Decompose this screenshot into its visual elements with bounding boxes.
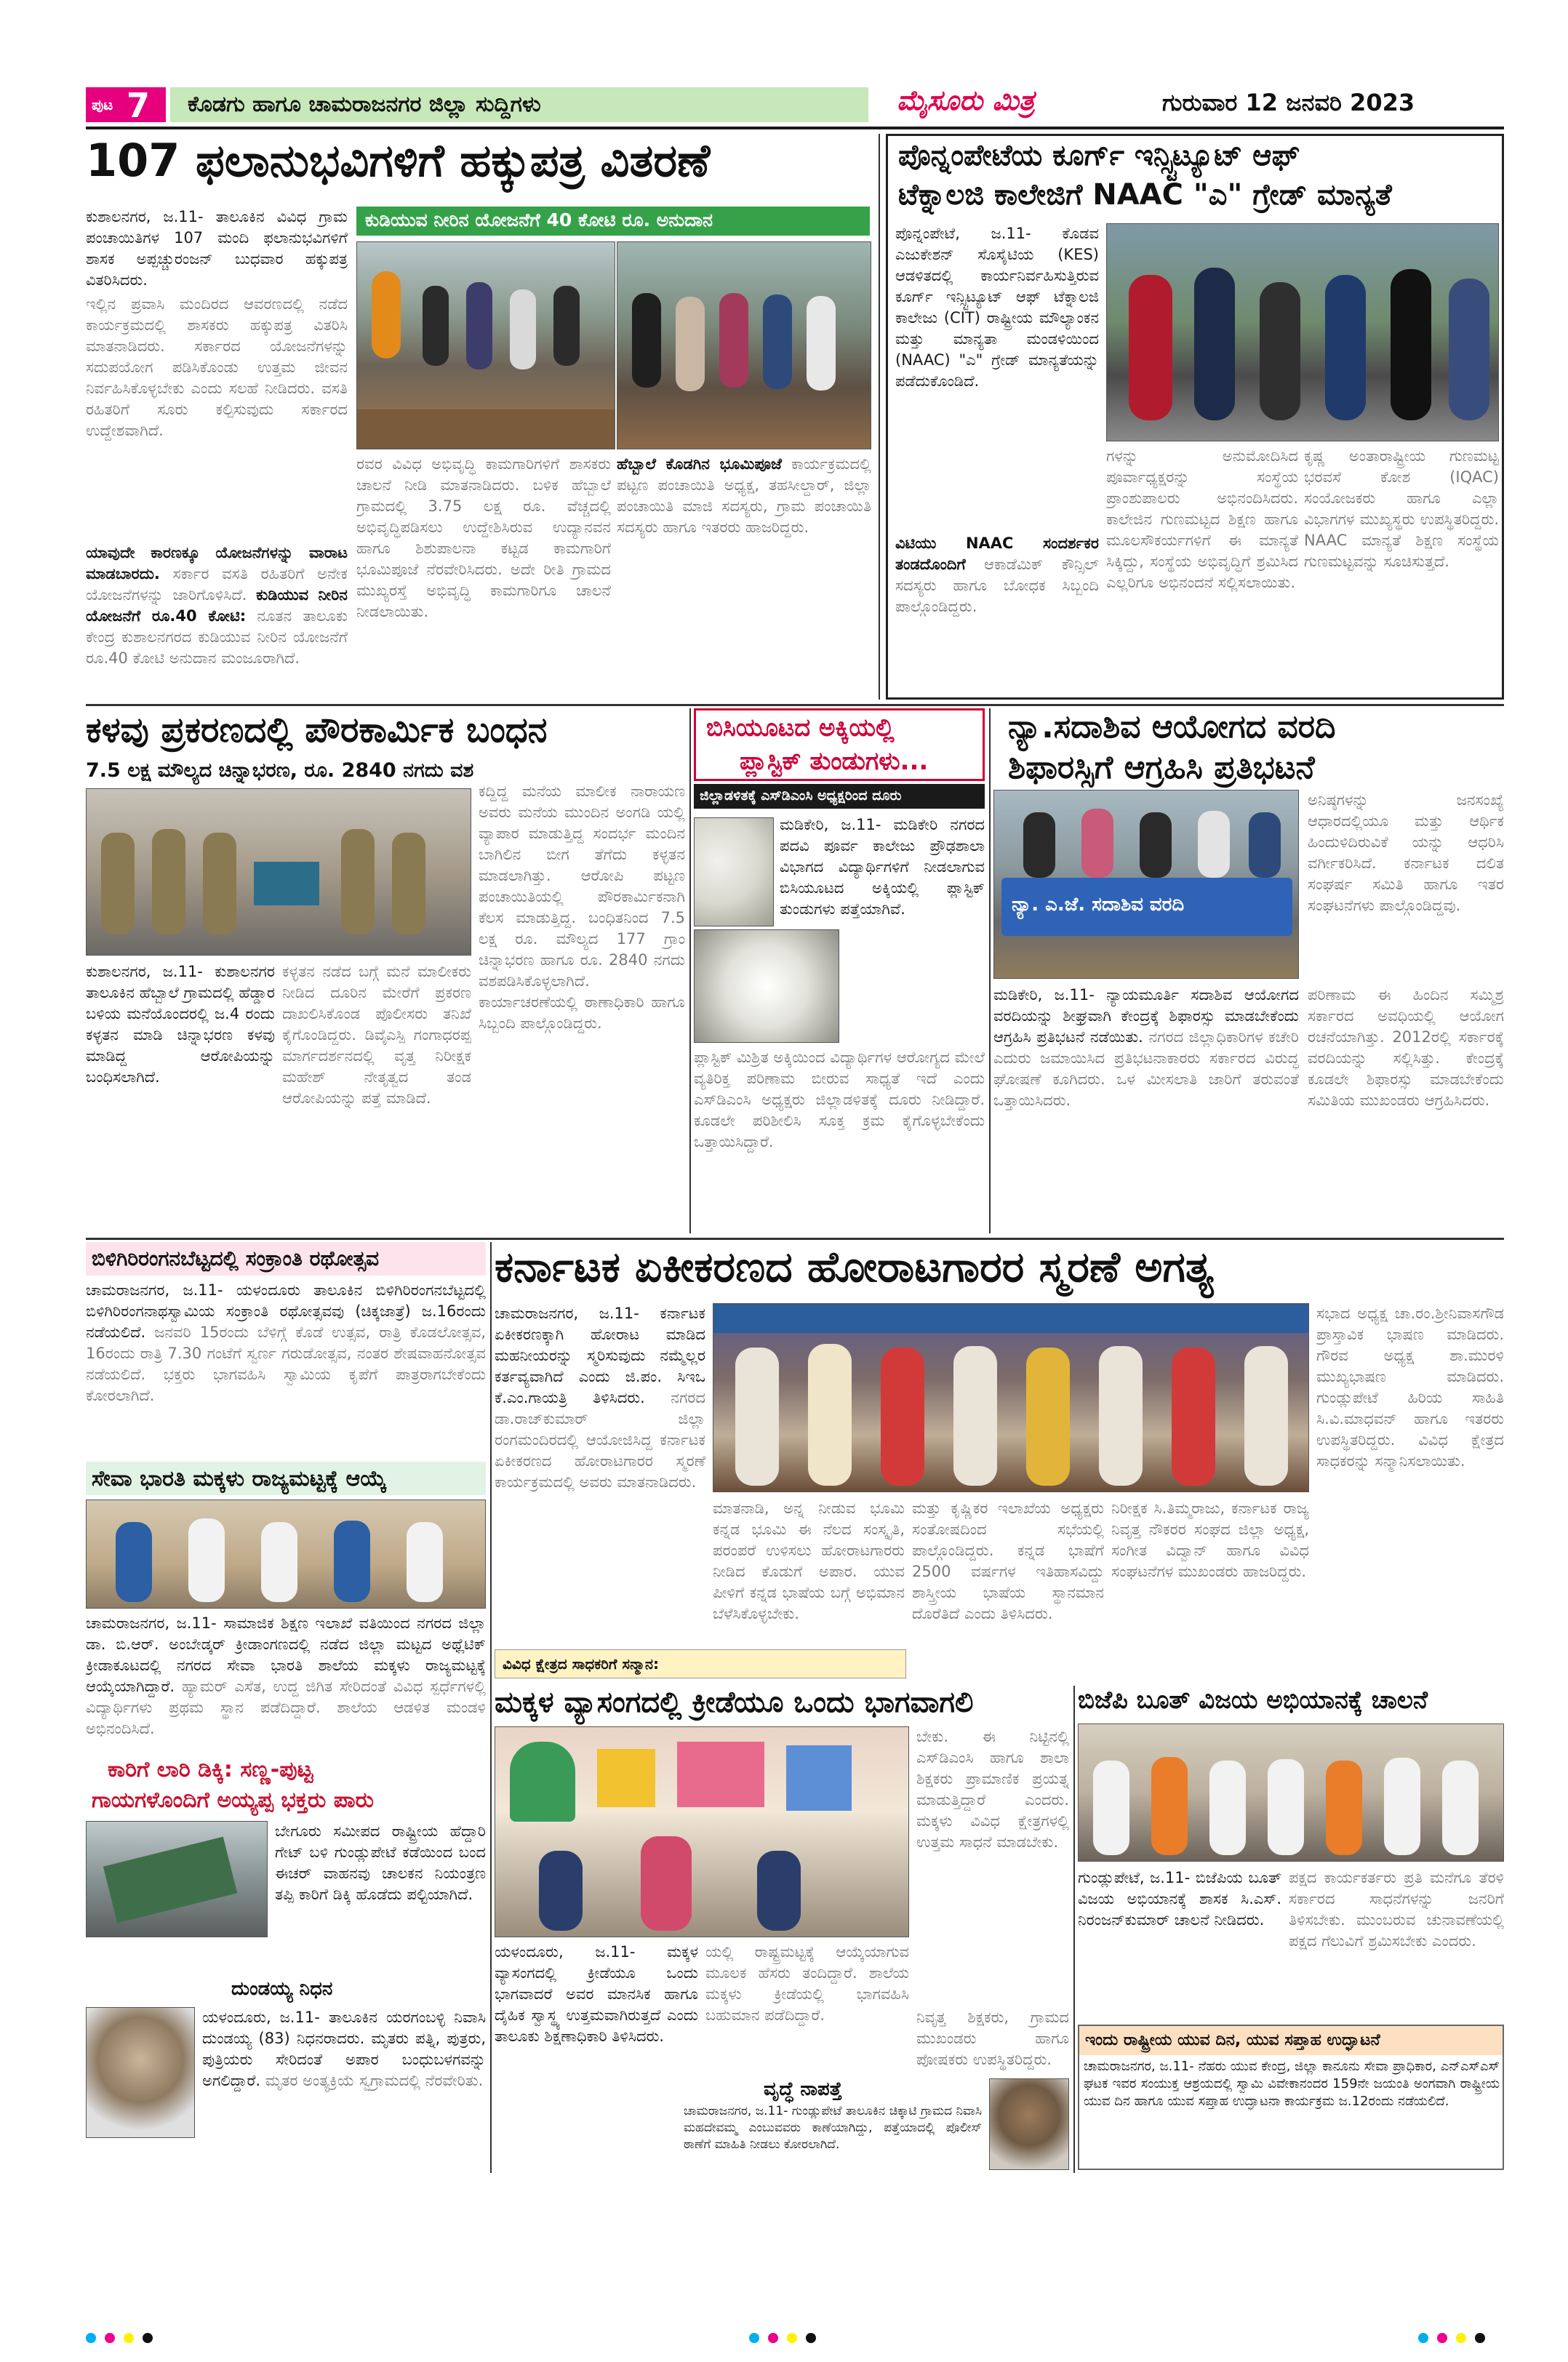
headline-line2: ಟೆಕ್ನಾಲಜಿ ಕಾಲೇಜಿಗೆ NAAC "ಎ" ಗ್ರೇಡ್ ಮಾನ್ಯತೆ — [898, 178, 1392, 212]
headline: ವೃದ್ಧೆ ನಾಪತ್ತೆ — [764, 2078, 842, 2100]
article-youth-day — [1078, 2025, 1504, 2170]
article-obituary-dundayya — [86, 1978, 486, 2167]
ceremony-photo — [356, 241, 615, 449]
page-label: ಪುಟ — [92, 96, 113, 113]
headline-line1: ಬಿಸಿಯೂಟದ ಅಕ್ಕಿಯಲ್ಲಿ — [706, 713, 895, 742]
body-col-right: ಬೇಕು. ಈ ನಿಟ್ಟಿನಲ್ಲಿ ಎಸ್‌ಡಿಎಂಸಿ ಹಾಗೂ ಶಾಲಾ ಶಿಕ್ಷಕರು ಪ್ರಾಮಾಣಿಕ ಪ್ರಯತ್ನ ಮಾಡುತ್ತಿದ್ದಾರೆ ಎಂದರು. ಮಕ್ಕಳು ವಿವಿಧ ಕ್ಷೇತ್ರಗಳಲ್ಲಿ ಉತ್ತಮ ಸಾಧನೆ ಮಾಡಬೇಕು. — [916, 1728, 1069, 1851]
headline-box — [86, 1242, 486, 1276]
issue-date: ಗುರುವಾರ 12 ಜನವರಿ 2023 — [1162, 89, 1415, 116]
police-photo — [86, 788, 471, 956]
protest-photo — [993, 790, 1299, 979]
body-col-2: ಗಳನ್ನು ಅನುಮೋದಿಸಿದ ಪೂರ್ವಾಧ್ಯಕ್ಷರನ್ನು ಸಂಸ್ಥೆಯ ಪ್ರಾಂಶುಪಾಲರು ಅಭಿನಂದಿಸಿದರು. ಕಾಲೇಜಿನ ಗುಣಮಟ್ಟದ ಶಿಕ್ಷಣ ಹಾಗೂ ಮೂಲಸೌಕರ್ಯಗಳಿಗೆ ಈ ಮಾನ್ಯತೆ ಸಿಕ್ಕಿದ್ದು, ಸಂಸ್ಥೆಯ ಅಭಿವೃದ್ಧಿಗೆ ಶ್ರಮಿಸಿದ ಎಲ್ಲರಿಗೂ ಅಭಿನಂದನೆ ಸಲ್ಲಿಸಲಾಯಿತು. — [1106, 447, 1298, 591]
headline: ಸೇವಾ ಭಾರತಿ ಮಕ್ಕಳು ರಾಜ್ಯಮಟ್ಟಕ್ಕೆ ಆಯ್ಕೆ — [92, 1466, 387, 1492]
classroom-photo — [495, 1726, 909, 1937]
body-col-1b: ವಿಟಿಯು NAAC ಸಂದರ್ಶಕರ ತಂಡದೊಂದಿಗೆ ಆಕಾಡೆಮಿಕ್ ಕೌನ್ಸಿಲ್ ಸದಸ್ಯರು ಹಾಗೂ ಬೋಧಕ ಸಿಬ್ಬಂದಿ ಪಾಲ್ಗೊಂಡಿದ್ದರು. — [895, 535, 1099, 615]
lead-text: ಬೇಗೂರು ಸಮೀಪದ ರಾಷ್ಟ್ರೀಯ ಹೆದ್ದಾರಿ ಗೇಟ್ ಬಳಿ ಗುಂಡ್ಲುಪೇಟೆ ಕಡೆಯಿಂದ ಬಂದ ಈಚರ್ ವಾಹನವು ಚಾಲಕನ ನಿಯಂತ್ರಣ ತಪ್ಪಿ ಕಾರಿಗೆ ಡಿಕ್ಕಿ ಹೊಡೆದು ಪಲ್ಟಿಯಾಗಿದೆ. — [275, 1822, 486, 1903]
headline: ಬಿಜೆಪಿ ಬೂತ್ ವಿಜಯ ಅಭಿಯಾನಕ್ಕೆ ಚಾಲನೆ — [1078, 1686, 1428, 1715]
body-text: ಪ್ಲಾಸ್ಟಿಕ್ ಮಿಶ್ರಿತ ಅಕ್ಕಿಯಿಂದ ವಿದ್ಯಾರ್ಥಿಗಳ ಆರೋಗ್ಯದ ಮೇಲೆ ವ್ಯತಿರಿಕ್ತ ಪರಿಣಾಮ ಬೀರುವ ಸಾಧ್ಯತೆ ಇದೆ ಎಂದು ಎಸ್‌ಡಿಎಂಸಿ ಅಧ್ಯಕ್ಷರು ಜಿಲ್ಲಾಡಳಿತಕ್ಕೆ ದೂರು ನೀಡಿದ್ದಾರೆ. ಕೂಡಲೇ ಪರಿಶೀಲಿಸಿ ಸೂಕ್ತ ಕ್ರಮ ಕೈಗೊಳ್ಳಬೇಕೆಂದು ಒತ್ತಾಯಿಸಿದ್ದಾರೆ. — [694, 1049, 985, 1150]
section-title: ಕೊಡಗು ಹಾಗೂ ಚಾಮರಾಜನಗರ ಜಿಲ್ಲಾ ಸುದ್ದಿಗಳು — [188, 92, 541, 117]
lead-text: ಗುಂಡ್ಲುಪೇಟೆ, ಜ.11- ಬಿಜೆಪಿಯ ಬೂತ್ ವಿಜಯ ಅಭಿಯಾನಕ್ಕೆ ಶಾಸಕ ಸಿ.ಎಸ್. ನಿರಂಜನ್‌ಕುಮಾರ್ ಚಾಲನೆ ನೀಡಿದರು. — [1078, 1869, 1281, 1929]
banner-text: ನ್ಯಾ. ಎ.ಜೆ. ಸದಾಶಿವ ವರದಿ — [1012, 894, 1185, 916]
lead-text: ಚಾಮರಾಜನಗರ, ಜ.11- ಸಾಮಾಜಿಕ ಶಿಕ್ಷಣ ಇಲಾಖೆ ವತಿಯಿಂದ ನಗರದ ಜಿಲ್ಲಾ ಡಾ. ಬಿ.ಆರ್. ಅಂಬೇಡ್ಕರ್ ಕ್ರೀಡಾಂಗಣದಲ್ಲಿ ನಡೆದ ಜಿಲ್ಲಾ ಮಟ್ಟದ ಅಥ್ಲೆಟಿಕ್ ಕ್ರೀಡಾಕೂಟದಲ್ಲಿ ನಗರದ ಸೇವಾ ಭಾರತಿ ಶಾಲೆಯ ಮಕ್ಕಳು ರಾಜ್ಯಮಟ್ಟಕ್ಕೆ ಆಯ್ಕೆಯಾಗಿದ್ದಾರೆ. ಹ್ಯಾಮರ್ ಎಸೆತ, ಉದ್ದ ಜಿಗಿತ ಸೇರಿದಂತೆ ವಿವಿಧ ಸ್ಪರ್ಧೆಗಳಲ್ಲಿ ವಿದ್ಯಾರ್ಥಿಗಳು ಪ್ರಥಮ ಸ್ಥಾನ ಪಡೆದಿದ್ದಾರೆ. ಶಾಲೆಯ ಆಡಳಿತ ಮಂಡಳಿ ಅಭಿನಂದಿಸಿದೆ. — [86, 1614, 486, 1737]
headline: ಬಿಳಿಗಿರಿರಂಗನಬೆಟ್ಟದಲ್ಲಿ ಸಂಕ್ರಾಂತಿ ರಥೋತ್ಸವ — [92, 1246, 380, 1270]
headline-line1: ನ್ಯಾ.ಸದಾಶಿವ ಆಯೋಗದ ವರದಿ — [1008, 708, 1336, 745]
headline: ಕಳವು ಪ್ರಕರಣದಲ್ಲಿ ಪೌರಕಾರ್ಮಿಕ ಬಂಧನ — [86, 710, 548, 750]
body-col-right: ಸಭಾದ ಅಧ್ಯಕ್ಷ ಚಾ.ರಂ.ಶ್ರೀನಿವಾಸಗೌಡ ಪ್ರಾಸ್ತಾವಿಕ ಭಾಷಣ ಮಾಡಿದರು. ಗೌರವ ಅಧ್ಯಕ್ಷ ಶಾ.ಮುರಳಿ ಮುಖ್ಯಭಾಷಣ ಮಾಡಿದರು. ಗುಂಡ್ಲುಪೇಟೆ ಹಿರಿಯ ಸಾಹಿತಿ ಸಿ.ವಿ.ಮಾಧವನ್ ಹಾಗೂ ಇತರರು ಉಪಸ್ಥಿತರಿದ್ದರು. ವಿವಿಧ ಕ್ಷೇತ್ರದ ಸಾಧಕರನ್ನು ಸನ್ಮಾನಿಸಲಾಯಿತು. — [1316, 1305, 1504, 1470]
rice-photo — [694, 817, 774, 926]
article-sadashiva — [993, 708, 1504, 1233]
body-col-2: ಪಕ್ಷದ ಕಾರ್ಯಕರ್ತರು ಪ್ರತಿ ಮನೆಗೂ ತೆರಳಿ ಸರ್ಕಾರದ ಸಾಧನೆಗಳನ್ನು ಜನರಿಗೆ ತಿಳಿಸಬೇಕು. ಮುಂಬರುವ ಚುನಾವಣೆಯಲ್ಲಿ ಪಕ್ಷದ ಗೆಲುವಿಗೆ ಶ್ರಮಿಸಬೇಕು ಎಂದರು. — [1289, 1869, 1504, 1950]
portrait-photo — [86, 2007, 195, 2138]
col-divider-1 — [879, 134, 880, 700]
headline: ದುಂಡಯ್ಯ ನಿಧನ — [231, 1978, 333, 2000]
lead-text: ಚಾಮರಾಜನಗರ, ಜ.11- ನೆಹರು ಯುವ ಕೇಂದ್ರ, ಜಿಲ್ಲಾ ಕಾನೂನು ಸೇವಾ ಪ್ರಾಧಿಕಾರ, ಎನ್‌ಎಸ್‌ಎಸ್ ಘಟಕ ಇವರ ಸಂಯುಕ್ತ ಆಶ್ರಯದಲ್ಲಿ ಸ್ವಾಮಿ ವಿವೇಕಾನಂದರ 159ನೇ ಜಯಂತಿ ಅಂಗವಾಗಿ ರಾಷ್ಟ್ರೀಯ ಯುವ ದಿನ ಹಾಗೂ ಯುವ ಸಪ್ತಾಹ ಉದ್ಘಾಟನಾ ಕಾರ್ಯಕ್ರಮ ಜ.12ರಂದು ನಡೆಯಲಿದೆ. — [1084, 2059, 1500, 2109]
col-divider-2 — [689, 708, 691, 1233]
missing-person-photo — [989, 2078, 1069, 2170]
subhead: ಕುಡಿಯುವ ನೀರಿನ ಯೋಜನೆಗೆ 40 ಕೋಟಿ ರೂ. ಅನುದಾನ — [365, 209, 713, 231]
body-col-2: ರವರ ವಿವಿಧ ಅಭಿವೃದ್ಧಿ ಕಾಮಗಾರಿಗಳಿಗೆ ಶಾಸಕರು ಚಾಲನೆ ನೀಡಿ ಮಾತನಾಡಿದರು. ಬಳಿಕ ಹೆಬ್ಬಾಲೆ ಗ್ರಾಮದಲ್ಲಿ 3.75 ಲಕ್ಷ ರೂ. ವೆಚ್ಚದಲ್ಲಿ ಅಭಿವೃದ್ಧಿಪಡಿಸಲು ಉದ್ದೇಶಿಸಿರುವ ಉದ್ಯಾನವನ ಹಾಗೂ ಶಿಶುಪಾಲನಾ ಕಟ್ಟಡ ಕಾಮಗಾರಿಗೆ ಭೂಮಿಪೂಜೆ ನೆರವೇರಿಸಿದರು. ಅದೇ ರೀತಿ ಗ್ರಾಮದ ಮುಖ್ಯರಸ್ತೆ ಅಭಿವೃದ್ಧಿ ಕಾಮಗಾರಿಗೂ ಚಾಲನೆ ನೀಡಲಾಯಿತು. — [356, 455, 611, 620]
lead-text: ಮಡಿಕೇರಿ, ಜ.11- ಮಡಿಕೇರಿ ನಗರದ ಪದವಿ ಪೂರ್ವ ಕಾಲೇಜು ಪ್ರೌಢಶಾಲಾ ವಿಭಾಗದ ವಿದ್ಯಾರ್ಥಿಗಳಿಗೆ ನೀಡಲಾಗುವ ಬಿಸಿಯೂಟದ ಅಕ್ಕಿಯಲ್ಲಿ ಪ್ಲಾಸ್ಟಿಕ್ ತುಂಡುಗಳು ಪತ್ತೆಯಾಗಿವೆ. — [780, 816, 985, 918]
headline: ಇಂದು ರಾಷ್ಟ್ರೀಯ ಯುವ ದಿನ, ಯುವ ಸಪ್ತಾಹ ಉದ್ಘಾಟನೆ — [1085, 2031, 1380, 2049]
article-seva-bharathi — [86, 1462, 486, 1753]
headline-line2: ಪ್ಲಾಸ್ಟಿಕ್ ತುಂಡುಗಳು... — [740, 747, 929, 776]
awards-box — [495, 1649, 906, 1678]
students-photo — [86, 1500, 486, 1609]
body-col-3: ನಿವೃತ್ತ ಶಿಕ್ಷಕರು, ಗ್ರಾಮದ ಮುಖಂಡರು ಹಾಗೂ ಪೋಷಕರು ಉಪಸ್ಥಿತರಿದ್ದರು. — [916, 2009, 1069, 2068]
headline: ಮಕ್ಕಳ ವ್ಯಾಸಂಗದಲ್ಲಿ ಕ್ರೀಡೆಯೂ ಒಂದು ಭಾಗವಾಗಲಿ — [495, 1686, 974, 1719]
awards-box-text: ವಿವಿಧ ಕ್ಷೇತ್ರದ ಸಾಧಕರಿಗೆ ಸನ್ಮಾನ: — [503, 1655, 660, 1673]
article-theft — [86, 708, 685, 1233]
article-ekikarana — [495, 1242, 1504, 1681]
stage-photo — [713, 1303, 1309, 1492]
accident-photo — [86, 1821, 268, 1937]
col-divider-4 — [490, 1242, 492, 2173]
header-bar — [86, 83, 1504, 124]
page-number: 7 — [127, 87, 151, 122]
article-bjp-booth — [1078, 1686, 1504, 2020]
article-missing — [684, 2078, 1069, 2173]
headline: 107 ಫಲಾನುಭವಿಗಳಿಗೆ ಹಕ್ಕುಪತ್ರ ವಿತರಣೆ — [86, 134, 711, 187]
body-col-2: ಕಳ್ಳತನ ನಡೆದ ಬಗ್ಗೆ ಮನೆ ಮಾಲೀಕರು ನೀಡಿದ ದೂರಿನ ಮೇರೆಗೆ ಪ್ರಕರಣ ದಾಖಲಿಸಿಕೊಂಡ ಪೊಲೀಸರು ತನಿಖೆ ಕೈಗೊಂಡಿದ್ದರು. ಡಿವೈಎಸ್ಪಿ ಗಂಗಾಧರಪ್ಪ ಮಾರ್ಗದರ್ಶನದಲ್ಲಿ ವೃತ್ತ ನಿರೀಕ್ಷಕ ಮಹೇಶ್ ನೇತೃತ್ವದ ತಂಡ ಆರೋಪಿಯನ್ನು ಪತ್ತೆ ಮಾಡಿದೆ. — [282, 963, 471, 1107]
row-divider-2 — [86, 1238, 1504, 1240]
lead-text: ಚಾಮರಾಜನಗರ, ಜ.11- ಗುಂಡ್ಲುಪೇಟೆ ತಾಲೂಕಿನ ಚಿಕ್ಕಾಟಿ ಗ್ರಾಮದ ನಿವಾಸಿ ಮಹದೇವಮ್ಮ ಎಂಬುವವರು ಕಾಣೆಯಾಗಿದ್ದು, ಪತ್ತೆಯಾದಲ್ಲಿ ಪೊಲೀಸ್ ಠಾಣೆಗೆ ಮಾಹಿತಿ ನೀಡಲು ಕೋರಲಾಗಿದೆ. — [684, 2104, 982, 2152]
lead-text-2: ಯಾವುದೇ ಕಾರಣಕ್ಕೂ ಯೋಜನೆಗಳನ್ನು ವಾರಾಟ ಮಾಡಬಾರದು. ಸರ್ಕಾರ ವಸತಿ ರಹಿತರಿಗೆ ಅನೇಕ ಯೋಜನೆಗಳನ್ನು ಜಾರಿಗೊಳಿಸಿದೆ. ಕುಡಿಯುವ ನೀರಿನ ಯೋಜನೆಗೆ ರೂ.40 ಕೋಟಿ: ನೂತನ ತಾಲೂಕು ಕೇಂದ್ರ ಕುಶಾಲನಗರದ ಕುಡಿಯುವ ನೀರಿನ ಯೋಜನೆಗೆ ರೂ.40 ಕೋಟಿ ಅನುದಾನ ಮಂಜೂರಾಗಿದೆ. — [86, 544, 348, 667]
bjp-event-photo — [1078, 1724, 1504, 1862]
naac-team-photo — [1106, 223, 1499, 441]
body-col-right-2: ಪರಿಣಾಮ ಈ ಹಿಂದಿನ ಸಮ್ಮಿಶ್ರ ಸರ್ಕಾರದ ಅವಧಿಯಲ್ಲಿ ಆಯೋಗ ರಚನೆಯಾಗಿತ್ತು. 2012ರಲ್ಲಿ ಸರ್ಕಾರಕ್ಕೆ ವರದಿಯನ್ನು ಸಲ್ಲಿಸಿತ್ತು. ಕೇಂದ್ರಕ್ಕೆ ಕೂಡಲೇ ಶಿಫಾರಸ್ಸು ಮಾಡಬೇಕೆಂದು ಸಮಿತಿಯ ಮುಖಂಡರು ಆಗ್ರಹಿಸಿದರು. — [1308, 986, 1504, 1109]
registration-marks-right — [1418, 2331, 1505, 2346]
article-accident — [86, 1757, 486, 1975]
headline-line1: ಕಾರಿಗೆ ಲಾರಿ ಡಿಕ್ಕಿ: ಸಣ್ಣ-ಪುಟ್ಟ — [108, 1757, 313, 1782]
lead-text: ಪೊನ್ನಂಪೇಟೆ, ಜ.11- ಕೊಡವ ಎಜುಕೇಶನ್ ಸೊಸೈಟಿಯ (KES) ಆಡಳಿತದಲ್ಲಿ ಕಾರ್ಯನಿರ್ವಹಿಸುತ್ತಿರುವ ಕೂರ್ಗ್ ಇನ್ಸ್ಟಿಟ್ಯೂಟ್ ಆಫ್ ಟೆಕ್ನಾಲಜಿ ಕಾಲೇಜು (CIT) ರಾಷ್ಟ್ರೀಯ ಮೌಲ್ಯಾಂಕನ ಮತ್ತು ಮಾನ್ಯತಾ ಮಂಡಳಿಯಿಂದ (NAAC) "ಎ" ಗ್ರೇಡ್ ಮಾನ್ಯತೆಯನ್ನು ಪಡೆದುಕೊಂಡಿದೆ. — [895, 225, 1099, 390]
lead-text: ಯಳಂದೂರು, ಜ.11- ತಾಲೂಕಿನ ಯರಗಂಬಳ್ಳಿ ನಿವಾಸಿ ದುಂಡಯ್ಯ (83) ನಿಧನರಾದರು. ಮೃತರು ಪತ್ನಿ, ಪುತ್ರರು, ಪುತ್ರಿಯರು ಸೇರಿದಂತೆ ಅಪಾರ ಬಂಧುಬಳಗವನ್ನು ಅಗಲಿದ್ದಾರೆ. ಮೃತರ ಅಂತ್ಯಕ್ರಿಯೆ ಸ್ವಗ್ರಾಮದಲ್ಲಿ ನೆರವೇರಿತು. — [202, 2009, 486, 2089]
article-rathotsava — [86, 1242, 486, 1459]
headline-box — [694, 708, 985, 781]
masthead-logo: ಮೈಸೂರು ಮಿತ್ರ — [897, 84, 1035, 116]
article-naac — [886, 134, 1504, 700]
body-col-4: ನಿರೀಕ್ಷಕ ಸಿ.ತಿಮ್ಮರಾಜು, ಕರ್ನಾಟಕ ರಾಜ್ಯ ನಿವೃತ್ತ ನೌಕರರ ಸಂಘದ ಜಿಲ್ಲಾ ಅಧ್ಯಕ್ಷ, ಸಂಗೀತ ವಿದ್ವಾನ್ ಹಾಗೂ ವಿವಿಧ ಸಂಘಟನೆಗಳ ಮುಖಂಡರು ಹಾಜರಿದ್ದರು. — [1111, 1500, 1309, 1580]
body-col-3: ಹೆಬ್ಬಾಲೆ ಕೊಡಗಿನ ಭೂಮಿಪೂಜೆ ಕಾರ್ಯಕ್ರಮದಲ್ಲಿ ಪಟ್ಟಣ ಪಂಚಾಯಿತಿ ಅಧ್ಯಕ್ಷ, ತಹಸೀಲ್ದಾರ್, ಜಿಲ್ಲಾ ಪಂಚಾಯಿತಿ ಮಾಜಿ ಸದಸ್ಯರು, ಗ್ರಾಮ ಪಂಚಾಯಿತಿ ಸದಸ್ಯರು ಹಾಗೂ ಇತರರು ಹಾಜರಿದ್ದರು. — [617, 455, 871, 536]
body-col-3: ಕೃಷ್ಣ ಅಂತಾರಾಷ್ಟ್ರೀಯ ಗುಣಮಟ್ಟ ಭರವಸೆ ಕೋಶ (IQAC) ಸಂಯೋಜಕರು ಹಾಗೂ ಎಲ್ಲಾ ವಿಭಾಗಗಳ ಮುಖ್ಯಸ್ಥರು ಉಪಸ್ಥಿತರಿದ್ದರು. NAAC ಮಾನ್ಯತೆ ಶಿಕ್ಷಣ ಸಂಸ್ಥೆಯ ಗುಣಮಟ್ಟವನ್ನು ಸೂಚಿಸುತ್ತದೆ. — [1304, 447, 1499, 570]
body-col-3: ಕದ್ದಿದ್ದ ಮನೆಯ ಮಾಲೀಕ ನಾರಾಯಣ ಅವರು ಮನೆಯ ಮುಂದಿನ ಅಂಗಡಿ ಯಲ್ಲಿ ವ್ಯಾಪಾರ ಮಾಡುತ್ತಿದ್ದ ಸಂದರ್ಭ ಮಂದಿನ ಬಾಗಿಲಿನ ಬೀಗ ತೆಗೆದು ಕಳ್ಳತನ ಮಾಡಲಾಗಿತ್ತು. ಆರೋಪಿ ಪಟ್ಟಣ ಪಂಚಾಯಿತಿಯಲ್ಲಿ ಪೌರಕಾರ್ಮಿಕನಾಗಿ ಕೆಲಸ ಮಾಡುತ್ತಿದ್ದ. ಬಂಧಿತನಿಂದ 7.5 ಲಕ್ಷ ರೂ. ಮೌಲ್ಯದ 177 ಗ್ರಾಂ ಚಿನ್ನಾಭರಣ ಹಾಗೂ ರೂ. 2840 ನಗದು ವಶಪಡಿಸಿಕೊಳ್ಳಲಾಗಿದೆ. ಕಾರ್ಯಾಚರಣೆಯಲ್ಲಿ ಠಾಣಾಧಿಕಾರಿ ಹಾಗೂ ಸಿಬ್ಬಂದಿ ಪಾಲ್ಗೊಂಡಿದ್ದರು. — [479, 782, 685, 1032]
lead-text: ಮಡಿಕೇರಿ, ಜ.11- ನ್ಯಾಯಮೂರ್ತಿ ಸದಾಶಿವ ಆಯೋಗದ ವರದಿಯನ್ನು ಶೀಘ್ರವಾಗಿ ಕೇಂದ್ರಕ್ಕೆ ಶಿಫಾರಸ್ಸು ಮಾಡಬೇಕೆಂದು ಆಗ್ರಹಿಸಿ ಪ್ರತಿಭಟನೆ ನಡೆಯಿತು. ನಗರದ ಜಿಲ್ಲಾಧಿಕಾರಿಗಳ ಕಚೇರಿ ಎದುರು ಜಮಾಯಿಸಿದ ಪ್ರತಿಭಟನಾಕಾರರು ಸರ್ಕಾರದ ವಿರುದ್ಧ ಘೋಷಣೆ ಕೂಗಿದರು. ಒಳ ಮೀಸಲಾತಿ ಜಾರಿಗೆ ತರುವಂತೆ ಒತ್ತಾಯಿಸಿದರು. — [993, 986, 1299, 1109]
subhead: ಜಿಲ್ಲಾಡಳಿತಕ್ಕೆ ಎಸ್‌ಡಿಎಂಸಿ ಅಧ್ಯಕ್ಷರಿಂದ ದೂರು — [700, 788, 902, 804]
headline-box — [1079, 2026, 1504, 2055]
section-title-box — [170, 87, 868, 122]
page-label-box — [86, 87, 166, 122]
body-col-3: ಮತ್ತು ಕೃಷ್ಣಿಕರ ಇಲಾಖೆಯ ಅಧ್ಯಕ್ಷರು ಸಂತೋಷದಿಂದ ಸಭೆಯಲ್ಲಿ ಪಾಲ್ಗೊಂಡಿದ್ದರು. ಕನ್ನಡ ಭಾಷೆಗೆ 2500 ವರ್ಷಗಳ ಇತಿಹಾಸವಿದ್ದು ಶಾಸ್ತ್ರೀಯ ಭಾಷೆಯ ಸ್ಥಾನಮಾನ ದೊರೆತಿದೆ ಎಂದು ತಿಳಿಸಿದರು. — [912, 1500, 1104, 1622]
body-col-2: ಯಲ್ಲಿ ರಾಷ್ಟ್ರಮಟ್ಟಕ್ಕೆ ಆಯ್ಕೆಯಾಗುವ ಮೂಲಕ ಹೆಸರು ತಂದಿದ್ದಾರೆ. ಶಾಲೆಯ ಮಕ್ಕಳು ಕ್ರೀಡೆಯಲ್ಲಿ ಭಾಗವಹಿಸಿ ಬಹುಮಾನ ಪಡೆದಿದ್ದಾರೆ. — [705, 1943, 909, 2024]
registration-marks-center — [749, 2331, 836, 2346]
subhead: 7.5 ಲಕ್ಷ ಮೌಲ್ಯದ ಚಿನ್ನಾಭರಣ, ರೂ. 2840 ನಗದು ವಶ — [86, 759, 474, 782]
lead-text: ಕುಶಾಲನಗರ, ಜ.11- ಕುಶಾಲನಗರ ತಾಲೂಕಿನ ಹೆಬ್ಬಾಲೆ ಗ್ರಾಮದಲ್ಲಿ ಹೆಡ್ಡಾರ ಬಳಿಯ ಮನೆಯೊಂದರಲ್ಲಿ ಜ.4 ರಂದು ಕಳ್ಳತನ ಮಾಡಿ ಚಿನ್ನಾಭರಣ ಕಳವು ಮಾಡಿದ್ದ ಆರೋಪಿಯನ್ನು ಬಂಧಿಸಲಾಗಿದೆ. — [86, 963, 275, 1086]
article-plastic-rice — [694, 708, 985, 1233]
headline-line1: ಪೊನ್ನಂಪೇಟೆಯ ಕೂರ್ಗ್ ಇನ್ಸ್ಟಿಟ್ಯೂಟ್ ಆಫ್ — [898, 139, 1300, 172]
ceremony-photo-2 — [617, 241, 871, 449]
headline-line2: ಶಿಫಾರಸ್ಸಿಗೆ ಆಗ್ರಹಿಸಿ ಪ್ರತಿಭಟನೆ — [1008, 749, 1315, 786]
header-rule — [86, 127, 1504, 129]
lead-text: ಚಾಮರಾಜನಗರ, ಜ.11- ಕರ್ನಾಟಕ ಏಕೀಕರಣಕ್ಕಾಗಿ ಹೋರಾಟ ಮಾಡಿದ ಮಹನೀಯರನ್ನು ಸ್ಮರಿಸುವುದು ನಮ್ಮೆಲ್ಲರ ಕರ್ತವ್ಯವಾಗಿದೆ ಎಂದು ಜಿ.ಪಂ. ಸಿಇಒ ಕೆ.ಎಂ.ಗಾಯತ್ರಿ ತಿಳಿಸಿದರು. ನಗರದ ಡಾ.ರಾಜ್‌ಕುಮಾರ್ ಜಿಲ್ಲಾ ರಂಗಮಂದಿರದಲ್ಲಿ ಆಯೋಜಿಸಿದ್ದ ಕರ್ನಾಟಕ ಏಕೀಕರಣದ ಹೋರಾಟಗಾರರ ಸ್ಮರಣೆ ಕಾರ್ಯಕ್ರಮದಲ್ಲಿ ಅವರು ಮಾತನಾಡಿದರು. — [495, 1305, 705, 1491]
article-hakkupatra — [86, 134, 871, 700]
lead-text: ಚಾಮರಾಜನಗರ, ಜ.11- ಯಳಂದೂರು ತಾಲೂಕಿನ ಬಿಳಿಗಿರಿರಂಗನಬೆಟ್ಟದಲ್ಲಿ ಬಿಳಿಗಿರಿರಂಗನಾಥಸ್ವಾಮಿಯ ಸಂಕ್ರಾಂತಿ ರಥೋತ್ಸವವು (ಚಿಕ್ಕಜಾತ್ರೆ) ಜ.16ರಂದು ನಡೆಯಲಿದೆ. ಜನವರಿ 15ರಂದು ಬೆಳಿಗ್ಗೆ ಕೊಡೆ ಉತ್ಸವ, ರಾತ್ರಿ ಕೊಡಲೋತ್ಸವ, 16ರಂದು ರಾತ್ರಿ 7.30 ಗಂಟೆಗೆ ಸ್ವರ್ಣ ಗರುಡೋತ್ಸವ, ನಂತರ ಶೇಷವಾಹನೋತ್ಸವ ನಡೆಯಲಿದೆ. ಭಕ್ತರು ಭಾಗವಹಿಸಿ ಸ್ವಾಮಿಯ ಕೃಪೆಗೆ ಪಾತ್ರರಾಗಬೇಕೆಂದು ಕೋರಲಾಗಿದೆ. — [86, 1281, 486, 1404]
row-divider-1 — [86, 704, 1504, 706]
body-col-right: ಅನಿಷ್ಠಗಳನ್ನು ಜನಸಂಖ್ಯೆ ಆಧಾರದಲ್ಲಿಯೂ ಮತ್ತು ಆರ್ಥಿಕ ಹಿಂದುಳಿದಿರುವಿಕೆ ಯನ್ನು ಆಧರಿಸಿ ವರ್ಗೀಕರಿಸಿದೆ. ಕರ್ನಾಟಕ ದಲಿತ ಸಂಘರ್ಷ ಸಮಿತಿ ಹಾಗೂ ಇತರ ಸಂಘಟನೆಗಳು ಪಾಲ್ಗೊಂಡಿದ್ದವು. — [1308, 791, 1504, 914]
col-divider-3 — [989, 708, 991, 1233]
subhead-box — [356, 207, 870, 236]
registration-marks-left — [86, 2331, 173, 2346]
headline-box — [86, 1462, 486, 1495]
headline-line2: ಗಾಯಗಳೊಂದಿಗೆ ಅಯ್ಯಪ್ಪ ಭಕ್ತರು ಪಾರು — [92, 1787, 375, 1813]
body-col-2: ಮಾತನಾಡಿ, ಅನ್ನ ನೀಡುವ ಭೂಮಿ ಕನ್ನಡ ಭೂಮಿ ಈ ನೆಲದ ಸಂಸ್ಕೃತಿ, ಪರಂಪರೆ ಉಳಿಸಲು ಹೋರಾಟಗಾರರು ನೀಡಿದ ಕೊಡುಗೆ ಅಪಾರ. ಯುವ ಪೀಳಿಗೆ ಕನ್ನಡ ಭಾಷೆಯ ಬಗ್ಗೆ ಅಭಿಮಾನ ಬೆಳೆಸಿಕೊಳ್ಳಬೇಕು. — [713, 1500, 905, 1622]
lead-text: ಕುಶಾಲನಗರ, ಜ.11- ತಾಲೂಕಿನ ವಿವಿಧ ಗ್ರಾಮ ಪಂಚಾಯಿತಿಗಳ 107 ಮಂದಿ ಫಲಾನುಭವಿಗಳಿಗೆ ಶಾಸಕ ಅಪ್ಪಚ್ಚುರಂಜನ್ ಬುಧವಾರ ಹಕ್ಕುಪತ್ರ ವಿತರಿಸಿದರು. ಇಲ್ಲಿನ ಪ್ರವಾಸಿ ಮಂದಿರದ ಆವರಣದಲ್ಲಿ ನಡೆದ ಕಾರ್ಯಕ್ರಮದಲ್ಲಿ ಶಾಸಕರು ಹಕ್ಕುಪತ್ರ ವಿತರಿಸಿ ಮಾತನಾಡಿದರು. ಸರ್ಕಾರದ ಯೋಜನೆಗಳನ್ನು ಸದುಪಯೋಗ ಪಡಿಸಿಕೊಂಡು ಉತ್ತಮ ಜೀವನ ನಿರ್ವಹಿಸಿಕೊಳ್ಳಬೇಕು ಎಂದು ಸಲಹೆ ನೀಡಿದರು. ವಸತಿ ರಹಿತರಿಗೆ ಸೂರು ಕಲ್ಪಿಸುವುದು ಸರ್ಕಾರದ ಉದ್ದೇಶವಾಗಿದೆ. — [86, 208, 348, 439]
col-divider-5 — [1073, 1686, 1075, 2173]
lead-text: ಯಳಂದೂರು, ಜ.11- ಮಕ್ಕಳ ವ್ಯಾಸಂಗದಲ್ಲಿ ಕ್ರೀಡೆಯೂ ಒಂದು ಭಾಗವಾದರೆ ಅವರ ಮಾನಸಿಕ ಹಾಗೂ ದೈಹಿಕ ಸ್ವಾಸ್ಥ್ಯ ಉತ್ತಮವಾಗಿರುತ್ತದೆ ಎಂದು ತಾಲೂಕು ಶಿಕ್ಷಣಾಧಿಕಾರಿ ತಿಳಿಸಿದರು. — [495, 1943, 698, 2045]
headline: ಕರ್ನಾಟಕ ಏಕೀಕರಣದ ಹೋರಾಟಗಾರರ ಸ್ಮರಣೆ ಅಗತ್ಯ — [495, 1242, 1214, 1292]
subhead-box — [694, 784, 985, 809]
